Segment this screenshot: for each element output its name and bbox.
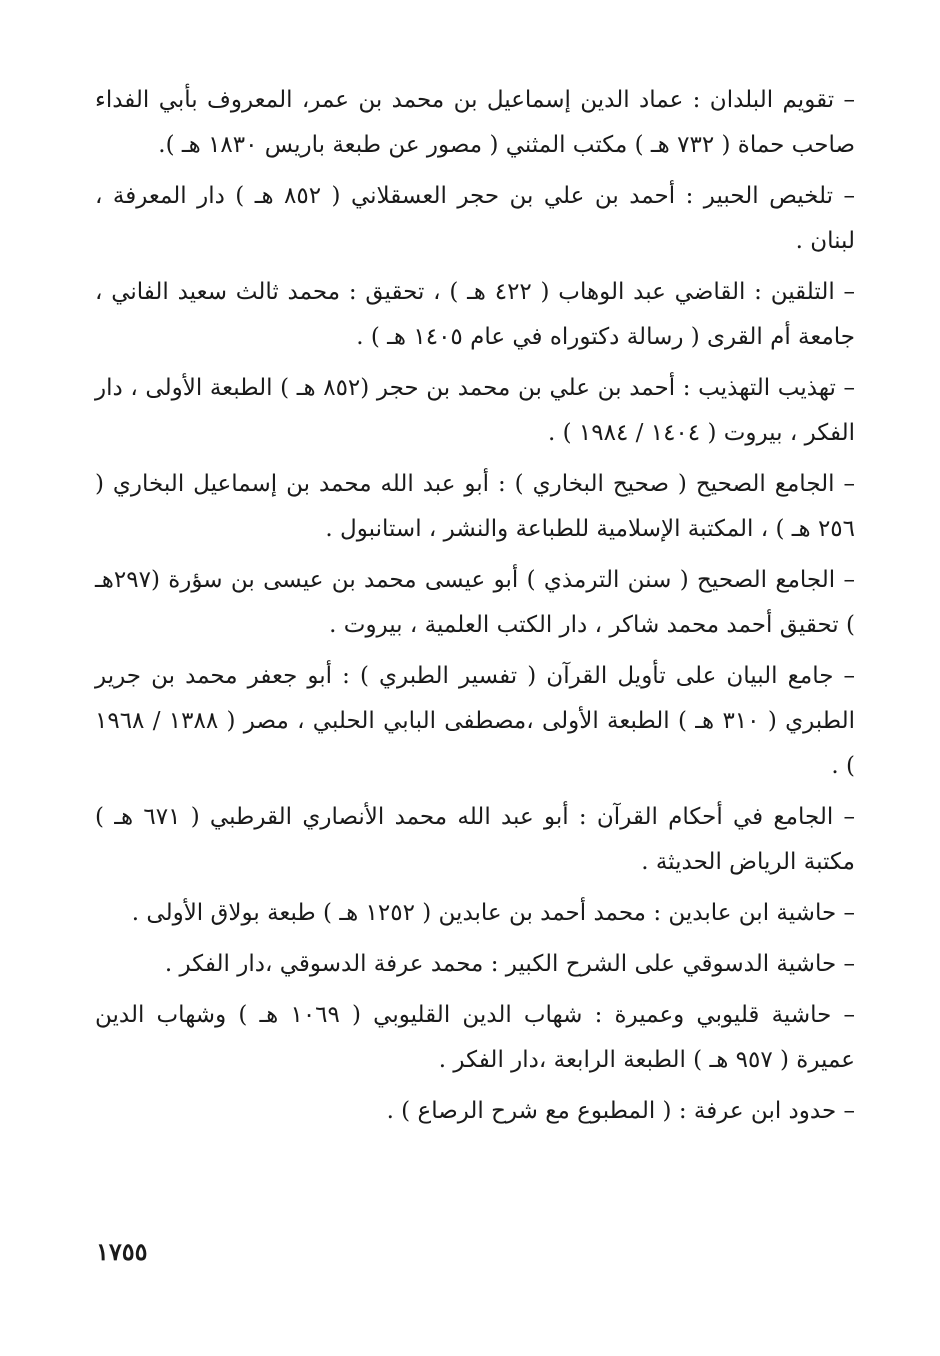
bibliography-entry: – الجامع في أحكام القرآن : أبو عبد الله محمد الأنصاري القرطبي ( ٦٧١ هـ ) مكتبة الرياض الحديثة .	[95, 804, 855, 875]
bibliography-entry: – الجامع الصحيح ( سنن الترمذي ) أبو عيسى محمد بن عيسى بن سؤرة (٢٩٧هـ ) تحقيق أحمد محمد شاكر ، دار الكتب العلمية ، بيروت .	[95, 567, 855, 638]
bibliography-entry: – حدود ابن عرفة : ( المطبوع مع شرح الرصاع ) .	[386, 1098, 855, 1124]
bibliography-entry: – التلقين : القاضي عبد الوهاب ( ٤٢٢ هـ ) ، تحقيق : محمد ثالث سعيد الفاني ، جامعة أم القرى ( رسالة دكتوراه في عام ١٤٠٥ هـ ) .	[95, 279, 855, 350]
bibliography-entry: – حاشية قليوبي وعميرة : شهاب الدين القليوبي ( ١٠٦٩ هـ ) وشهاب الدين عميرة ( ٩٥٧ هـ ) الطبعة الرابعة ،دار الفكر .	[95, 1002, 855, 1073]
page-number: ١٧٥٥	[96, 1237, 148, 1266]
bibliography-entry: – تقويم البلدان : عماد الدين إسماعيل بن محمد بن عمر، المعروف بأبي الفداء صاحب حماة ( ٧٣٢ هـ ) مكتب المثني ( مصور عن طبعة باريس ١٨٣٠ هـ ).	[95, 87, 855, 158]
bibliography-entry: – تلخيص الحبير : أحمد بن علي بن حجر العسقلاني ( ٨٥٢ هـ ) دار المعرفة ، لبنان .	[95, 183, 855, 254]
bibliography-entry: – حاشية ابن عابدين : محمد أحمد بن عابدين ( ١٢٥٢ هـ ) طبعة بولاق الأولى .	[131, 900, 855, 926]
bibliography-entry: – حاشية الدسوقي على الشرح الكبير : محمد عرفة الدسوقي ،دار الفكر .	[164, 951, 855, 977]
bibliography-list	[95, 78, 855, 1140]
bibliography-entry: – الجامع الصحيح ( صحيح البخاري ) : أبو عبد الله محمد بن إسماعيل البخاري ( ٢٥٦ هـ ) ، المكتبة الإسلامية للطباعة والنشر ، استانبول .	[95, 471, 855, 542]
bibliography-entry: – تهذيب التهذيب : أحمد بن علي بن محمد بن حجر (٨٥٢ هـ ) الطبعة الأولى ، دار الفكر ، بيروت ( ١٤٠٤ / ١٩٨٤ ) .	[95, 375, 855, 446]
bibliography-entry: – جامع البيان على تأويل القرآن ( تفسير الطبري ) : أبو جعفر محمد بن جرير الطبري ( ٣١٠ هـ ) الطبعة الأولى ،مصطفى البابي الحلبي ، مصر ( ١٣٨٨ / ١٩٦٨ ) .	[95, 663, 855, 779]
